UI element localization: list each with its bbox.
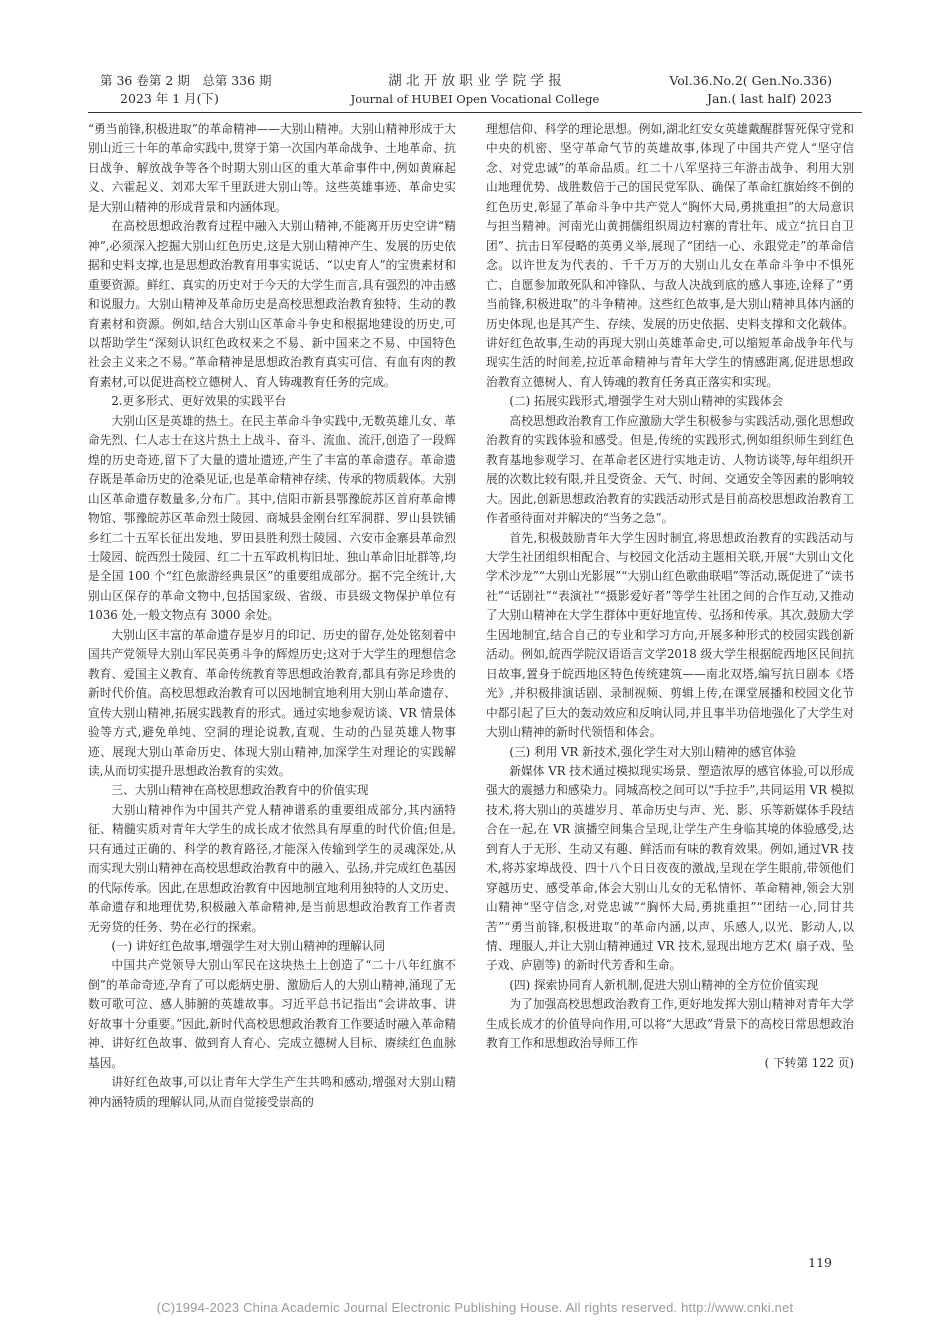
copyright-footer: (C)1994-2023 China Academic Journal Electronic Publishing House. All rights reserved. http://www.cnki.net [156,1300,794,1315]
subsection-heading: (二) 拓展实践形式,增强学生对大别山精神的实践体会 [509,394,784,409]
paragraph: 中国共产党领导大别山军民在这块热土上创造了“二十八年红旗不倒”的革命奇迹,孕育了可以彪炳史册、激励后人的大别山精神,涌现了无数可歌可泣、感人肺腑的英雄故事。习近平总书记指出“会讲故事、讲好故事十分重要。”因此,新时代高校思想政治教育工作要适时融入革命精神、讲好红色故事、做到育人育心、完成立德树人目标、赓续红色血脉基因。 [88,958,456,1070]
issue-date: 2023 年 1 月(下) [120,91,219,106]
page-number: 119 [808,1255,832,1270]
paragraph: 在高校思想政治教育过程中融入大别山精神,不能离开历史空讲“精神”,必须深入挖掘大别山红色历史,这是大别山精神产生、发展的历史依据和史料支撑,也是思想政治教育用事实说话、“以史育人”的宝贵素材和重要资源。鲜红、真实的历史对于今天的大学生而言,具有强烈的冲击感和说服力。大别山精神及革命历史是高校思想政治教育独特、生动的教育素材和资源。例如,结合大别山区革命斗争史和根据地建设的历史,可以帮助学生“深刻认识红色政权来之不易、新中国来之不易、中国特色社会主义来之不易。”革命精神是思想政治教育真实可信、有血有肉的教育素材,可以促进高校立德树人、育人铸魂教育任务的完成。 [88,219,456,389]
paragraph: 为了加强高校思想政治教育工作,更好地发挥大别山精神对青年大学生成长成才的价值导向作用,可以将“大思政”背景下的高校日常思想政治教育工作和思想政治导师工作 [486,997,854,1051]
subsection-heading: (一) 讲好红色故事,增强学生对大别山精神的理解认同 [111,939,386,954]
subsection-heading: (三) 利用 VR 新技术,强化学生对大别山精神的感官体验 [509,744,797,759]
journal-volume-info-en [669,72,832,108]
subsection-heading: (四) 探索协同育人新机制,促进大别山精神的全方位价值实现 [509,977,819,992]
journal-title-cn: 湖 北 开 放 职 业 学 院 学 报 [388,73,562,89]
paragraph: 大别山区丰富的革命遗存是岁月的印记、历史的留存,处处铭刻着中国共产党领导大别山军民英勇斗争的辉煌历史;这对于大学生的理想信念教育、爱国主义教育、革命传统教育等思想政治教育,都具有弥足珍贵的新时代价值。高校思想政治教育可以因地制宜地利用大别山革命遗存、宣传大别山精神,拓展实践教育的形式。通过实地参观访谈、VR 情景体验等方式,避免单纯、空洞的理论说教,直观、生动的凸显英雄人物事迹、展现大别山革命历史、体现大别山精神,加深学生对理论的实践解读,从而切实提升思想政治教育的实效。 [88,627,456,778]
left-column [88,120,456,1112]
paragraph: 讲好红色故事,可以让青年大学生产生共鸣和感动,增强对大别山精神内涵特质的理解认同,从而自觉接受崇高的 [88,1075,456,1109]
section-heading: 三、大别山精神在高校思想政治教育中的价值实现 [111,783,369,798]
volume-issue: 第 36 卷第 2 期 总第 336 期 [100,73,272,88]
paragraph: 首先,积极鼓励青年大学生因时制宜,将思想政治教育的实践活动与大学生社团组织相配合、与校园文化活动主题相关联,开展“大别山文化学术沙龙”“大别山光影展”“大别山红色歌曲联唱”等活动,既促进了“读书社”“话剧社”“表演社”“摄影爱好者”等学生社团之间的合作互动,又推动了大别山精神在大学生群体中更好地宣传、弘扬和传承。其次,鼓励大学生因地制宜,结合自己的专业和学习方向,开展多种形式的校园实践创新活动。例如,皖西学院汉语语言文学2018 级大学生根据皖西地区民间抗日故事,置身于皖西地区特色传统建筑——南北双塔,编写抗日剧本《塔光》,并积极排演话剧、录制视频、剪辑上传,在课堂展播和校园文化节中都引起了巨大的轰动效应和反响认同,并且事半功倍地强化了大学生对大别山精神的新时代领悟和体会。 [486,530,854,740]
journal-title-en: Journal of HUBEI Open Vocational College [350,92,600,106]
right-column [486,120,854,1073]
header-divider [88,112,862,113]
issue-date-en: Jan.( last half) 2023 [707,91,832,106]
paragraph: 高校思想政治教育工作应激励大学生积极参与实践活动,强化思想政治教育的实践体验和感受。但是,传统的实践形式,例如组织师生到红色教育基地参观学习、在革命老区进行实地走访、人物访谈等,每年组织开展的次数比较有限,并且受资金、天气、时间、交通安全等因素的影响较大。因此,创新思想政治教育的实践活动形式是目前高校思想政治教育工作者亟待面对并解决的“当务之急”。 [486,413,854,526]
volume-issue-en: Vol.36.No.2( Gen.No.336) [669,73,832,88]
paragraph: 新媒体 VR 技术通过模拟现实场景、塑造浓厚的感官体验,可以形成强大的震撼力和感染力。同城高校之间可以“手拉手”,共同运用 VR 模拟技术,将大别山的英雄岁月、革命历史与声、光、影、乐等新媒体手段结合在一起,在 VR 演播空间集合呈现,让学生产生身临其境的体验感受,达到育人于无形、生动又有趣、鲜活而有味的教育效果。例如,通过VR 技术,将苏家埠战役、四十八个日日夜夜的激战,呈现在学生眼前,带领他们穿越历史、感受革命,体会大别山儿女的无私情怀、革命精神,领会大别山精神“坚守信念,对党忠诚”“胸怀大局,勇挑重担”“团结一心,同甘共苦”“勇当前锋,积极进取”的革命内涵,以声、乐感人,以光、影动人,以情、理服人,并让大别山精神通过 VR 技术,显现出地方艺术( 扇子戏、坠子戏、庐剧等) 的新时代芳香和生命。 [486,763,854,973]
paragraph: “勇当前锋,积极进取”的革命精神——大别山精神。大别山精神形成于大别山近三十年的革命实践中,贯穿于第一次国内革命战争、土地革命、抗日战争、解放战争等各个时期大别山区的重大革命事件中,例如黄麻起义、六霍起义、刘邓大军千里跃进大别山等。这些英雄事迹、革命史实是大别山精神的形成背景和内涵体现。 [88,122,456,214]
continuation-note: ( 下转第 122 页) [764,1055,854,1070]
paragraph: 大别山区是英雄的热土。在民主革命斗争实践中,无数英雄儿女、革命先烈、仁人志士在这片热土上战斗、奋斗、流血、流汗,创造了一段辉煌的历史奇迹,留下了大量的遗址遗迹,产生了丰富的革命遗存。革命遗存既是革命历史的沧桑见证,也是革命精神存续、传承的物质载体。大别山区革命遗存数量多,分布广。其中,信阳市新县鄂豫皖苏区首府革命博物馆、鄂豫皖苏区革命烈士陵园、商城县金刚台红军洞群、罗山县铁铺乡红二十五军长征出发地、罗田县胜利烈士陵园、六安市金寨县革命烈士陵园、皖西烈士陵园、红二十五军政机构旧址、独山革命旧址群等,均是全国 100 个“红色旅游经典景区”的重要组成部分。据不完全统计,大别山区保存的革命文物中,包括国家级、省级、市县级文物保护单位有1036 处,一般文物点有 3000 余处。 [88,413,456,623]
paragraph: 大别山精神作为中国共产党人精神谱系的重要组成部分,其内涵特征、精髓实质对青年大学生的成长成才依然具有厚重的时代价值;但是,只有通过正确的、科学的教育路径,才能深入传输到学生的灵魂深处,从而实现大别山精神在高校思想政治教育中的融入、弘扬,并完成红色基因的代际传承。因此,在思想政治教育中因地制宜地利用独特的人文历史、革命遗存和地理优势,积极融入革命精神,是当前思想政治教育工作者责无旁贷的任务、势在必行的探索。 [88,802,456,934]
subsection-heading: 2.更多形式、更好效果的实践平台 [111,394,287,409]
paragraph: 理想信仰、科学的理论思想。例如,湖北红安女英雄戴醒群誓死保守党和中央的机密、坚守革命气节的英雄故事,体现了中国共产党人“坚守信念、对党忠诚”的革命品质。红二十八军坚持三年游击战争、利用大别山地理优势、战胜数倍于己的国民党军队、确保了革命红旗始终不倒的红色历史,彰显了革命斗争中共产党人“胸怀大局,勇挑重担”的大局意识与担当精神。河南光山黄拥儒组织周边村寨的青壮年、成立“抗日自卫团”、抗击日军侵略的英勇义举,展现了“团结一心、永跟党走”的革命信念。以许世友为代表的、千千万万的大别山儿女在革命斗争中不惧死亡、自愿参加敢死队和冲锋队、与敌人决战到底的感人事迹,诠释了“勇当前锋,积极进取”的斗争精神。这些红色故事,是大别山精神具体内涵的历史体现,也是其产生、存续、发展的历史依据、史料支撑和文化载体。讲好红色故事,生动的再现大别山英雄革命史,可以缩短革命战争年代与现实生活的时间差,拉近革命精神与青年大学生的情感距离,促进思想政治教育立德树人、育人铸魂的教育任务真正落实和实现。 [486,122,854,389]
